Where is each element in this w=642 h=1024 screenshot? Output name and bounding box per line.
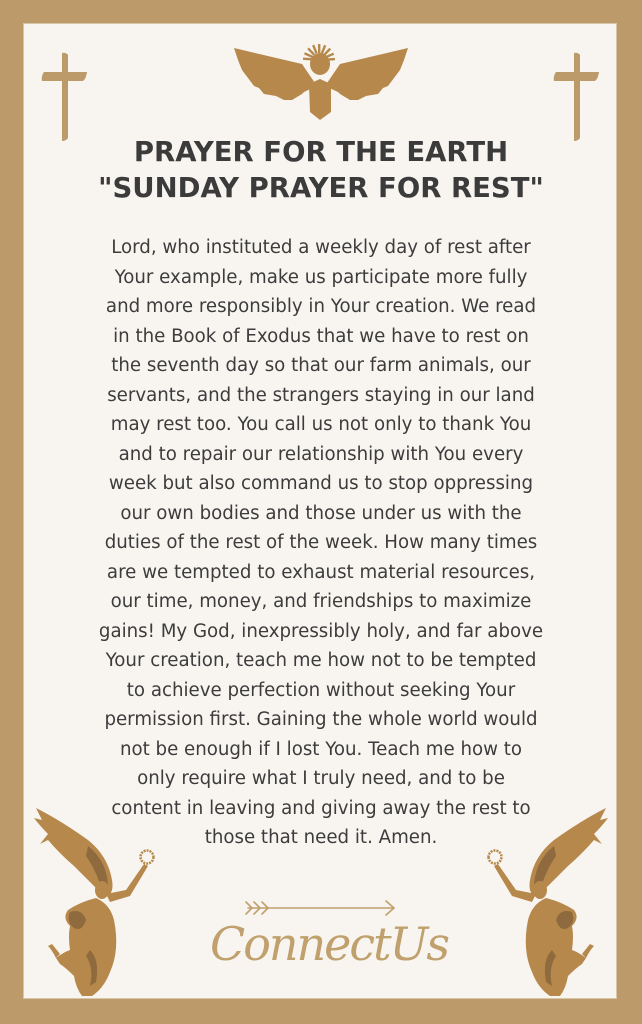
prayer-body: [40, 233, 602, 853]
prayer-line: in the Book of Exodus that we have to rest on: [113, 325, 529, 347]
prayer-line: only require what I truly need, and to be: [137, 768, 505, 789]
brand-logo: ConnectUs: [210, 917, 448, 971]
prayer-line: and to repair our relationship with You every: [118, 443, 524, 465]
prayer-line: permission first. Gaining the whole world would: [104, 709, 538, 730]
prayer-line: gains! My God, inexpressibly holy, and far above: [98, 620, 544, 642]
prayer-line: Your example, make us participate more fully: [114, 266, 528, 288]
cross-icon: [552, 52, 600, 142]
prayer-line: Lord, who instituted a weekly day of rest after: [111, 237, 531, 258]
prayer-line: servants, and the strangers staying in our land: [107, 384, 535, 406]
cross-icon: [40, 52, 88, 142]
winged-sun-icon: [234, 40, 408, 120]
title-line-1: PRAYER FOR THE EARTH: [133, 136, 509, 168]
prayer-line: our own bodies and those under us with the: [120, 502, 522, 524]
prayer-line: and more responsibly in Your creation. We read: [105, 296, 537, 317]
prayer-line: to achieve perfection without seeking Your: [126, 679, 516, 701]
angel-with-wreath-icon: [472, 800, 612, 1000]
prayer-line: duties of the rest of the week. How many times: [104, 532, 538, 553]
prayer-line: may rest too. You call us not only to thank You: [110, 414, 532, 435]
prayer-line: are we tempted to exhaust material resources,: [106, 561, 536, 583]
prayer-title: [24, 134, 618, 206]
prayer-line: those that need it. Amen.: [204, 827, 438, 848]
prayer-line: week but also command us to stop oppressing: [108, 473, 534, 494]
prayer-line: content in leaving and giving away the rest to: [111, 797, 531, 819]
prayer-line: not be enough if I lost You. Teach me how to: [119, 738, 523, 760]
title-line-2: "SUNDAY PRAYER FOR REST": [98, 172, 544, 204]
angel-with-wreath-icon: [30, 800, 170, 1000]
prayer-line: Your creation, teach me how not to be tempted: [105, 650, 537, 671]
prayer-line: our time, money, and friendships to maximize: [110, 591, 532, 612]
prayer-line: the seventh day so that our farm animals, our: [111, 355, 531, 376]
